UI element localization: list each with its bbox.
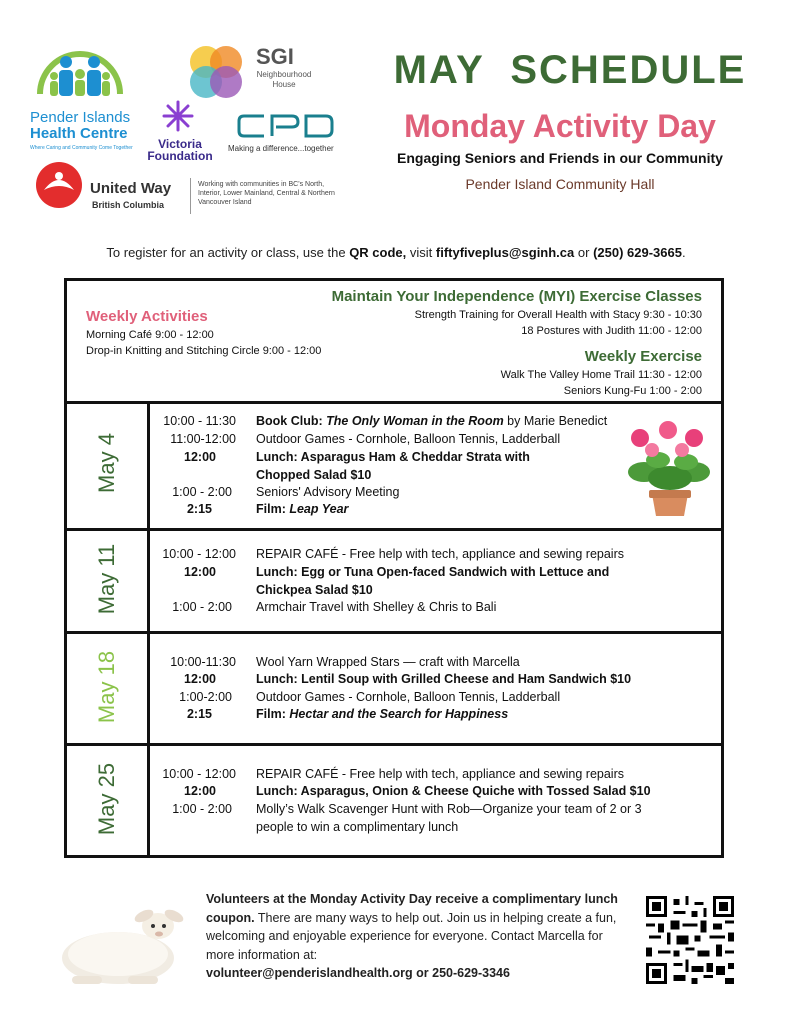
register-email-link[interactable]: fiftyfiveplus@sginh.ca	[435, 245, 575, 260]
volunteer-info: Volunteers at the Monday Activity Day receive a complimentary lunch coupon. There are many ways to help out. Join us in helping create a fun, welcoming and enjoyable experience for everyone. Contact Marcella for more information at: volunteer@penderislandhealth.org or 250-629-3346	[206, 892, 618, 980]
event-title: Monday Activity Day	[404, 108, 716, 144]
row-description: Lunch: Egg or Tuna Open-faced Sandwich with Lettuce and	[256, 565, 610, 579]
row-time: 1:00 - 2:00	[172, 600, 232, 614]
row-time: 10:00 - 11:30	[163, 414, 236, 428]
geranium-icon	[622, 420, 716, 520]
row-description: Chopped Salad $10	[256, 468, 372, 482]
qr-code-icon[interactable]	[646, 896, 734, 984]
weekly-exercise-item: Seniors Kung-Fu 1:00 - 2:00	[563, 385, 702, 397]
row-time: 10:00 - 12:00	[162, 767, 236, 781]
row-time: 12:00	[184, 672, 216, 686]
table-divider	[67, 631, 721, 634]
pihc-logo-tagline: Where Caring and Community Come Together	[30, 145, 133, 151]
crd-logo-tagline: Making a difference...together	[228, 144, 334, 153]
victoria-foundation-name: Victoria Foundation	[147, 137, 213, 163]
row-description: Book Club: The Only Woman in the Room by Marie Benedict	[256, 414, 608, 428]
weekly-exercise-item: Walk The Valley Home Trail 11:30 - 12:00	[500, 369, 702, 381]
month-title: MAY SCHEDULE	[393, 48, 747, 92]
weekly-activity-item: Drop-in Knitting and Stitching Circle 9:00 - 12:00	[86, 345, 322, 357]
row-time: 1:00-2:00	[179, 690, 232, 704]
pihc-logo-name: Pender Islands Health Centre	[30, 109, 131, 142]
sgi-logo-icon	[184, 40, 248, 104]
row-description: Film: Leap Year	[256, 502, 349, 516]
row-time: 2:15	[186, 707, 212, 721]
row-time: 10:00 - 12:00	[162, 547, 236, 561]
event-tagline: Engaging Seniors and Friends in our Community	[397, 150, 723, 166]
row-description: Film: Hectar and the Search for Happiness	[256, 707, 509, 721]
row-time: 10:00-11:30	[170, 655, 236, 669]
row-time: 2:15	[186, 502, 212, 516]
row-description: REPAIR CAFÉ - Free help with tech, appliance and sewing repairs	[256, 767, 624, 781]
row-description: people to win a complimentary lunch	[256, 820, 459, 834]
united-way-icon	[34, 160, 84, 210]
day-label-may-18: May 18	[94, 650, 119, 724]
united-way-description: Working with communities in BC's North, Interior, Lower Mainland, Central & Northern Vancouver Island	[198, 181, 335, 206]
sgi-logo-sub: Neighbourhood House	[256, 70, 312, 89]
united-way-name: United Way	[90, 180, 172, 197]
volunteer-contact[interactable]: volunteer@penderislandhealth.org or 250-629-3346	[206, 966, 510, 980]
weekly-activity-item: Morning Café 9:00 - 12:00	[86, 329, 214, 341]
table-divider	[67, 401, 721, 404]
row-description: Outdoor Games - Cornhole, Balloon Tennis, Ladderball	[256, 690, 561, 704]
row-description: Wool Yarn Wrapped Stars — craft with Marcella	[256, 655, 520, 669]
row-description: Seniors' Advisory Meeting	[256, 485, 400, 499]
myi-class-item: 18 Postures with Judith 11:00 - 12:00	[521, 325, 702, 337]
crd-logo-icon	[236, 112, 336, 140]
event-venue: Pender Island Community Hall	[465, 176, 655, 192]
qr-code-mention: QR code,	[349, 245, 407, 260]
day-label-may-4: May 4	[94, 433, 119, 493]
row-description: Molly’s Walk Scavenger Hunt with Rob—Organize your team of 2 or 3	[256, 802, 642, 816]
myi-class-item: Strength Training for Overall Health with Stacy 9:30 - 10:30	[414, 309, 702, 321]
row-description: Lunch: Asparagus Ham & Cheddar Strata with	[256, 450, 530, 464]
row-description: Armchair Travel with Shelley & Chris to Bali	[256, 600, 497, 614]
row-time: 1:00 - 2:00	[172, 802, 232, 816]
row-time: 12:00	[184, 565, 216, 579]
row-time: 12:00	[184, 784, 216, 798]
table-divider	[67, 528, 721, 531]
weekly-exercise-title: Weekly Exercise	[584, 348, 702, 365]
row-description: Chickpea Salad $10	[256, 583, 373, 597]
united-way-divider	[190, 178, 191, 214]
row-description: REPAIR CAFÉ - Free help with tech, appliance and sewing repairs	[256, 547, 624, 561]
day-label-may-11: May 11	[94, 543, 119, 615]
day-label-may-25: May 25	[94, 762, 119, 836]
row-description: Lunch: Asparagus, Onion & Cheese Quiche with Tossed Salad $10	[256, 784, 651, 798]
row-time: 11:00-12:00	[170, 432, 236, 446]
register-phone: (250) 629-3665	[593, 245, 682, 260]
registration-info: To register for an activity or class, use the QR code, visit fiftyfiveplus@sginh.ca or (250) 629-3665.	[106, 245, 686, 260]
pihc-logo-icon	[34, 34, 126, 108]
united-way-sub: British Columbia	[92, 200, 165, 210]
myi-classes-title: Maintain Your Independence (MYI) Exercise Classes	[331, 288, 702, 305]
weekly-activities-title: Weekly Activities	[86, 308, 208, 325]
table-divider	[67, 743, 721, 746]
lamb-icon	[48, 896, 188, 992]
sgi-logo-name: SGI	[256, 44, 294, 69]
row-description: Outdoor Games - Cornhole, Balloon Tennis, Ladderball	[256, 432, 561, 446]
row-time: 12:00	[184, 450, 216, 464]
row-time: 1:00 - 2:00	[172, 485, 232, 499]
row-description: Lunch: Lentil Soup with Grilled Cheese and Ham Sandwich $10	[256, 672, 632, 686]
victoria-foundation-icon	[162, 100, 194, 132]
